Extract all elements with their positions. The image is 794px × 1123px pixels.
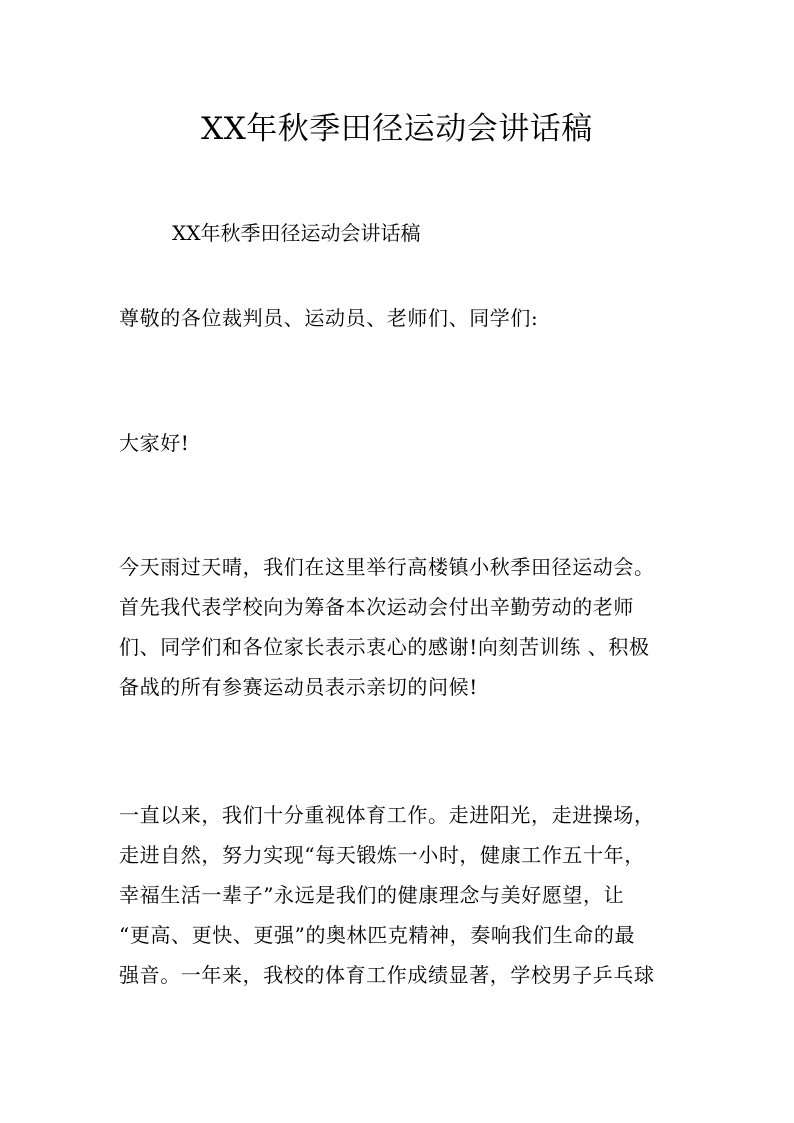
salutation-paragraph xyxy=(119,298,699,338)
body-paragraph-2 xyxy=(119,795,699,995)
paragraph-line: 幸福生活一辈子”永远是我们的健康理念与美好愿望，让 xyxy=(119,883,625,907)
document-title: XX年秋季田径运动会讲话稿 xyxy=(201,111,593,147)
paragraph-line: “更高、更快、更强”的奥林匹克精神，奏响我们生命的最 xyxy=(119,923,636,947)
paragraph-line: 们、同学们和各位家长表示衷心的感谢!向刻苦训练 、积极 xyxy=(119,635,650,659)
paragraph-line: 走进自然，努力实现“每天锻炼一小时，健康工作五十年， xyxy=(119,843,645,867)
paragraph-line: 今天雨过天晴，我们在这里举行高楼镇小秋季田径运动会。 xyxy=(119,555,655,579)
paragraph-line: 首先我代表学校向为筹备本次运动会付出辛勤劳动的老师 xyxy=(119,595,634,619)
paragraph-line: 强音。一年来，我校的体育工作成绩显著，学校男子乒乓球 xyxy=(119,963,655,987)
document-subtitle: XX年秋季田径运动会讲话稿 xyxy=(172,221,421,245)
greeting-paragraph xyxy=(119,423,699,463)
body-paragraph-1 xyxy=(119,547,699,707)
salutation-line: 尊敬的各位裁判员、运动员、老师们、同学们: xyxy=(119,306,539,330)
greeting-line: 大家好! xyxy=(119,431,190,455)
paragraph-line: 备战的所有参赛运动员表示亲切的问候! xyxy=(119,675,478,699)
paragraph-line: 一直以来，我们十分重视体育工作。走进阳光，走进操场， xyxy=(119,803,655,827)
